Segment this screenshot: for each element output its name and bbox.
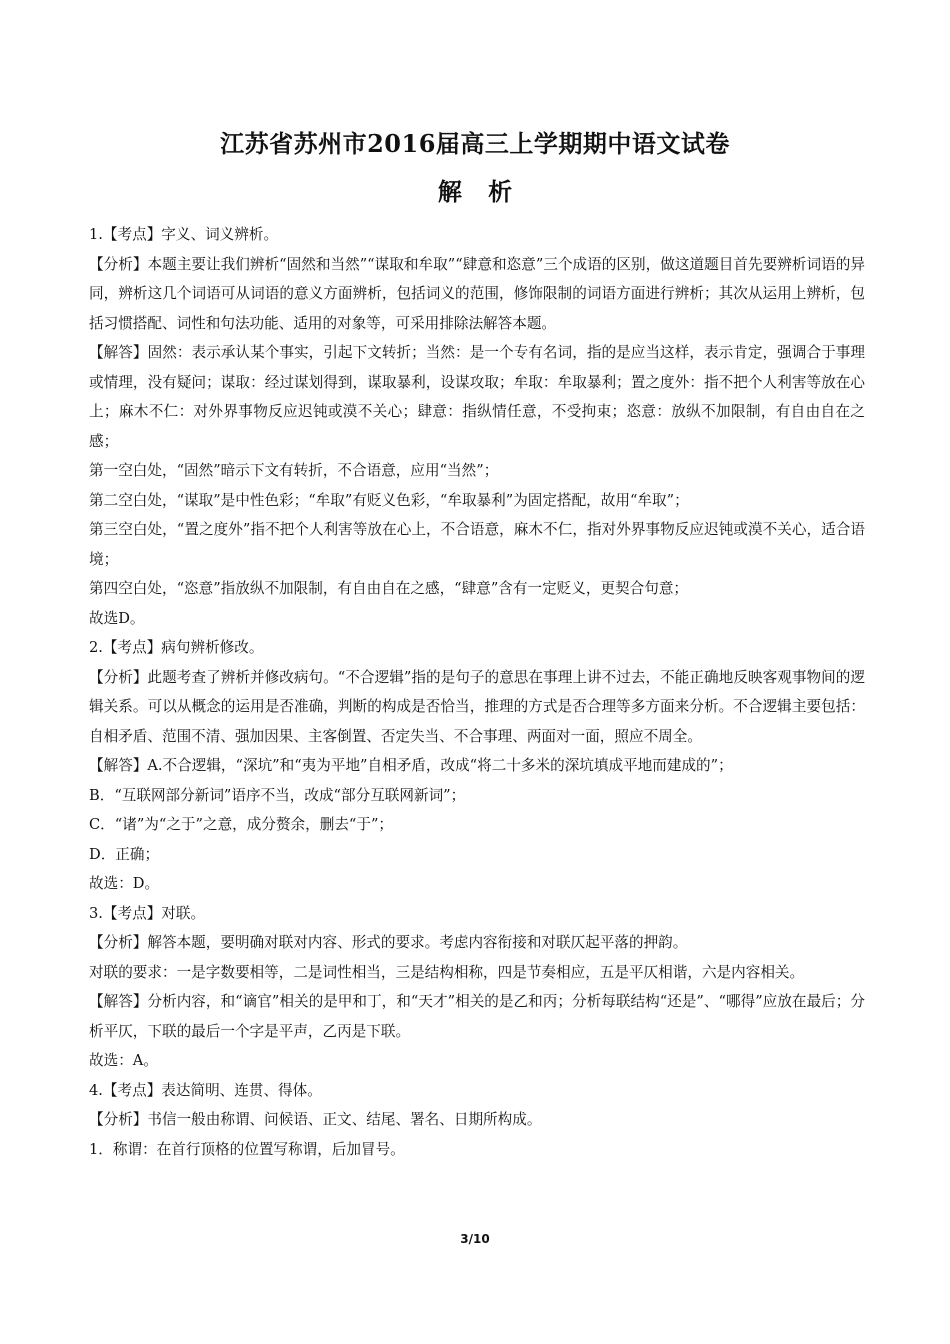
document-body	[89, 220, 865, 1164]
paragraph: 故选D。	[89, 609, 145, 627]
page-number: 3/10	[460, 1232, 490, 1246]
paragraph: C．“诸”为“之于”之意，成分赘余，删去“于”；	[89, 816, 394, 833]
paragraph: D．正确；	[89, 845, 160, 863]
document-title: 江苏省苏州市2016届高三上学期期中语文试卷	[220, 129, 730, 158]
paragraph: 对联的要求：一是字数要相等，二是词性相当，三是结构相称，四是节奏相应，五是平仄相谐，六是内容相关。	[89, 963, 805, 981]
paragraph: 故选：D。	[89, 875, 160, 892]
paragraph: 第三空白处，“置之度外”指不把个人利害等放在心上，不合语意，麻木不仁，指对外界事物反应迟钝或漠不关心，适合语境；	[89, 521, 865, 568]
paragraph: 第一空白处，“固然”暗示下文有转折，不合语意，应用“当然”；	[89, 462, 499, 479]
paragraph: 【分析】解答本题，要明确对联对内容、形式的要求。考虑内容衔接和对联仄起平落的押韵。	[89, 934, 688, 951]
paragraph: B．“互联网部分新词”语序不当，改成“部分互联网新词”；	[89, 786, 466, 804]
paragraph: 【分析】书信一般由称谓、问候语、正文、结尾、署名、日期所构成。	[89, 1111, 542, 1128]
paragraph: 【分析】本题主要让我们辨析“固然和当然”“谋取和牟取”“肆意和恣意”三个成语的区别，做这道题目首先要辨析词语的异同，辨析这几个词语可从词语的意义方面辨析，包括词义的范围，修饰限制的词语方面进行辨析；其次从运用上辨析，包括习惯搭配、词性和句法功能、适用的对象等，可采用排除法解答本题。	[89, 255, 865, 332]
paragraph: 3.【考点】对联。	[89, 904, 206, 922]
paragraph: 4.【考点】表达简明、连贯、得体。	[89, 1081, 322, 1099]
paragraph: 【分析】此题考查了辨析并修改病句。“不合逻辑”指的是句子的意思在事理上讲不过去，不能正确地反映客观事物间的逻辑关系。可以从概念的运用是否准确，判断的构成是否恰当，推理的方式是否合理等多方面来分析。不合逻辑主要包括：自相矛盾、范围不清、强加因果、主客倒置、否定失当、不合事理、两面对一面，照应不周全。	[89, 668, 865, 745]
paragraph: 【解答】分析内容，和“谪官”相关的是甲和丁，和“天才”相关的是乙和丙；分析每联结构“还是”、“哪得”应放在最后；分析平仄，下联的最后一个字是平声，乙丙是下联。	[89, 993, 865, 1040]
paragraph: 第四空白处，“恣意”指放纵不加限制，有自由自在之感，“肆意”含有一定贬义，更契合句意；	[89, 580, 689, 597]
paragraph: 第二空白处，“谋取”是中性色彩；“牟取”有贬义色彩，“牟取暴利”为固定搭配，故用“牟取”；	[89, 491, 689, 509]
paragraph: 1．称谓：在首行顶格的位置写称谓，后加冒号。	[89, 1140, 405, 1158]
paragraph: 故选：A。	[89, 1052, 158, 1069]
paragraph: 1.【考点】字义、词义辨析。	[89, 226, 279, 243]
paragraph: 【解答】A.不合逻辑，“深坑”和“夷为平地”自相矛盾，改成“将二十多米的深坑填成平地而建成的”；	[89, 757, 733, 774]
document-subtitle: 解 析	[437, 177, 513, 206]
paragraph: 【解答】固然：表示承认某个事实，引起下文转折；当然：是一个专有名词，指的是应当这样，表示肯定，强调合于事理或情理，没有疑问；谋取：经过谋划得到，谋取暴利，设谋攻取；牟取：牟取暴利；置之度外：指不把个人利害等放在心上；麻木不仁：对外界事物反应迟钝或漠不关心；肆意：指纵情任意，不受拘束；恣意：放纵不加限制，有自由自在之感；	[89, 344, 865, 450]
paragraph: 2.【考点】病句辨析修改。	[89, 639, 264, 656]
